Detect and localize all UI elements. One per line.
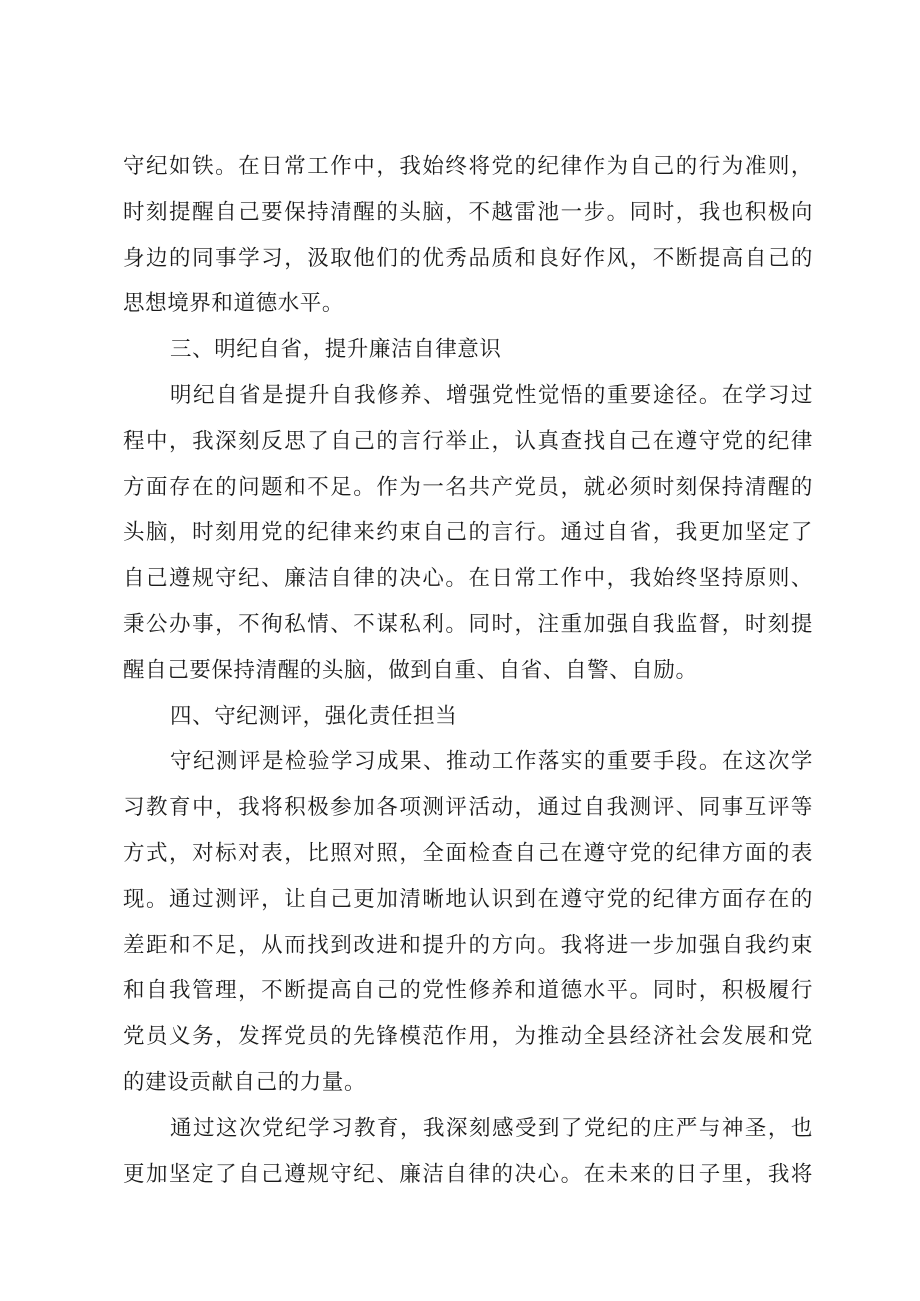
paragraph-line: 守纪测评是检验学习成果、推动工作落实的重要手段。在这次学 xyxy=(170,749,813,775)
paragraph-line: 程中，我深刻反思了自己的言行举止，认真查找自己在遵守党的纪律 xyxy=(123,428,813,454)
paragraph-line: 现。通过测评，让自己更加清晰地认识到在遵守党的纪律方面存在的 xyxy=(123,886,813,912)
section-heading: 四、守纪测评，强化责任担当 xyxy=(170,703,458,729)
paragraph-line: 差距和不足，从而找到改进和提升的方向。我将进一步加强自我约束 xyxy=(123,932,813,958)
paragraph-line: 时刻提醒自己要保持清醒的头脑，不越雷池一步。同时，我也积极向 xyxy=(123,199,813,225)
paragraph-line: 更加坚定了自己遵规守纪、廉洁自律的决心。在未来的日子里，我将 xyxy=(123,1161,813,1187)
paragraph-line: 习教育中，我将积极参加各项测评活动，通过自我测评、同事互评等 xyxy=(123,795,813,821)
paragraph-line: 思想境界和道德水平。 xyxy=(123,291,345,317)
paragraph-line: 明纪自省是提升自我修养、增强党性觉悟的重要途径。在学习过 xyxy=(170,382,813,408)
paragraph-line: 自己遵规守纪、廉洁自律的决心。在日常工作中，我始终坚持原则、 xyxy=(123,566,813,592)
paragraph-line: 的建设贡献自己的力量。 xyxy=(123,1069,367,1095)
paragraph-line: 方式，对标对表，比照对照，全面检查自己在遵守党的纪律方面的表 xyxy=(123,840,813,866)
paragraph-line: 头脑，时刻用党的纪律来约束自己的言行。通过自省，我更加坚定了 xyxy=(123,520,813,546)
paragraph-line: 方面存在的问题和不足。作为一名共产党员，就必须时刻保持清醒的 xyxy=(123,474,813,500)
paragraph-line: 秉公办事，不徇私情、不谋私利。同时，注重加强自我监督，时刻提 xyxy=(123,611,813,637)
paragraph-line: 守纪如铁。在日常工作中，我始终将党的纪律作为自己的行为准则， xyxy=(123,154,813,179)
paragraph-line: 醒自己要保持清醒的头脑，做到自重、自省、自警、自励。 xyxy=(123,657,698,683)
section-heading: 三、明纪自省，提升廉洁自律意识 xyxy=(170,337,502,363)
paragraph-line: 通过这次党纪学习教育，我深刻感受到了党纪的庄严与神圣，也 xyxy=(170,1115,813,1141)
document-body xyxy=(123,144,813,1197)
paragraph-line: 和自我管理，不断提高自己的党性修养和道德水平。同时，积极履行 xyxy=(123,978,813,1004)
paragraph-line: 党员义务，发挥党员的先锋模范作用，为推动全县经济社会发展和党 xyxy=(123,1024,813,1050)
paragraph-line: 身边的同事学习，汲取他们的优秀品质和良好作风，不断提高自己的 xyxy=(123,245,813,271)
